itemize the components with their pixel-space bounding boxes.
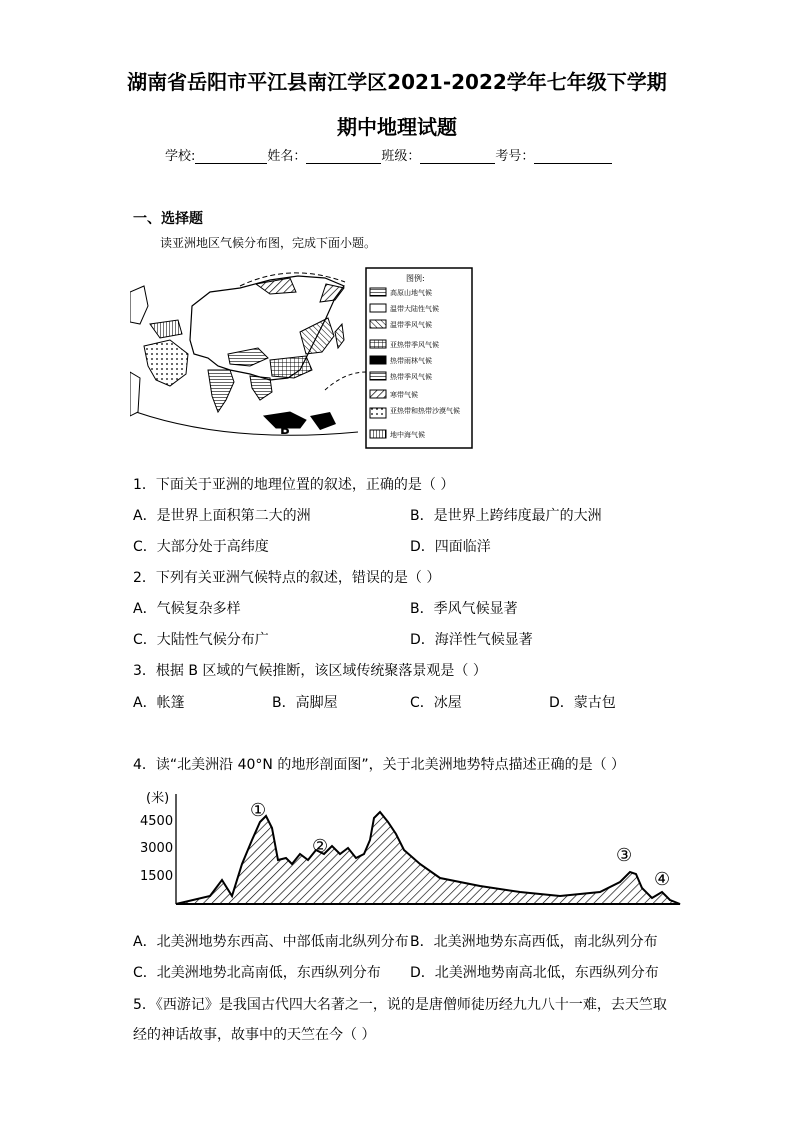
region-b-label: B bbox=[280, 423, 290, 438]
y-tick-3000: 3000 bbox=[140, 841, 174, 856]
legend-item-tropical-rainforest: 热带雨林气候 bbox=[390, 357, 432, 365]
q3-option-c[interactable]: C．冰屋 bbox=[410, 695, 462, 711]
legend-item-highland: 高原山地气候 bbox=[390, 289, 432, 297]
question-3: 3．根据 B 区域的气候推断，该区域传统聚落景观是（ ） bbox=[133, 663, 487, 679]
legend-item-temperate-monsoon: 温带季风气候 bbox=[390, 321, 432, 329]
legend-item-polar: 寒带气候 bbox=[390, 391, 418, 399]
legend-swatch-desert bbox=[370, 408, 386, 418]
marker-3: ③ bbox=[616, 845, 633, 866]
q1-option-a[interactable]: A．是世界上面积第二大的洲 bbox=[133, 508, 311, 524]
terrain-profile-area bbox=[176, 812, 680, 904]
legend-swatch-temperate-continental bbox=[370, 304, 386, 312]
q4-option-a[interactable]: A．北美洲地势东西高、中部低南北纵列分布 bbox=[133, 934, 409, 950]
legend-swatch-highland bbox=[370, 288, 386, 296]
q4-option-d[interactable]: D．北美洲地势南高北低，东西纵列分布 bbox=[410, 965, 659, 981]
marker-2: ② bbox=[312, 836, 329, 857]
legend-swatch-polar bbox=[370, 390, 386, 398]
legend-item-subtropical-monsoon: 亚热带季风气候 bbox=[390, 341, 439, 349]
section-title: 一、选择题 bbox=[133, 211, 203, 227]
q3-option-b[interactable]: B．高脚屋 bbox=[272, 695, 338, 711]
class-field[interactable]: 班级： bbox=[381, 145, 495, 164]
school-field[interactable]: 学校: bbox=[165, 145, 267, 164]
q2-option-a[interactable]: A．气候复杂多样 bbox=[133, 601, 241, 617]
student-info-fields bbox=[165, 145, 612, 164]
terrain-profile bbox=[140, 788, 685, 910]
marker-1: ① bbox=[250, 800, 267, 821]
exam-number-field[interactable]: 考号： bbox=[495, 145, 612, 164]
arabia-desert bbox=[144, 340, 188, 386]
question-5-line-2: 经的神话故事，故事中的天竺在今（ ） bbox=[133, 1027, 376, 1043]
india bbox=[208, 370, 234, 412]
class-blank[interactable] bbox=[420, 149, 495, 164]
q1-option-c[interactable]: C．大部分处于高纬度 bbox=[133, 539, 269, 555]
exam-number-blank[interactable] bbox=[534, 149, 612, 164]
question-2: 2．下列有关亚洲气候特点的叙述，错误的是（ ） bbox=[133, 570, 441, 586]
q2-option-c[interactable]: C．大陆性气候分布广 bbox=[133, 632, 269, 648]
q4-option-c[interactable]: C．北美洲地势北高南低，东西纵列分布 bbox=[133, 965, 381, 981]
marker-4: ④ bbox=[654, 869, 671, 890]
name-field[interactable]: 姓名： bbox=[267, 145, 381, 164]
page-subtitle: 期中地理试题 bbox=[337, 115, 457, 139]
legend-swatch-mediterranean bbox=[370, 430, 386, 438]
profile-unit: (米) bbox=[146, 791, 170, 806]
q1-option-b[interactable]: B．是世界上跨纬度最广的大洲 bbox=[410, 508, 602, 524]
legend-swatch-subtropical-monsoon bbox=[370, 340, 386, 348]
q2-option-b[interactable]: B．季风气候显著 bbox=[410, 601, 518, 617]
q3-option-a[interactable]: A．帐篷 bbox=[133, 695, 185, 711]
legend-item-tropical-monsoon: 热带季风气候 bbox=[390, 373, 432, 381]
section-intro: 读亚洲地区气候分布图，完成下面小题。 bbox=[160, 236, 377, 250]
legend-swatch-tropical-monsoon bbox=[370, 372, 386, 380]
y-tick-1500: 1500 bbox=[140, 869, 174, 884]
school-blank[interactable] bbox=[195, 149, 267, 164]
q1-option-d[interactable]: D．四面临洋 bbox=[410, 539, 491, 555]
question-4: 4．读“北美洲沿 40°N 的地形剖面图”，关于北美洲地势特点描述正确的是（ ） bbox=[133, 757, 626, 773]
q2-option-d[interactable]: D．海洋性气候显著 bbox=[410, 632, 533, 648]
name-blank[interactable] bbox=[306, 149, 381, 164]
legend-swatch-temperate-monsoon bbox=[370, 320, 386, 328]
question-1: 1．下面关于亚洲的地理位置的叙述，正确的是（ ） bbox=[133, 477, 455, 493]
q4-option-b[interactable]: B．北美洲地势东高西低，南北纵列分布 bbox=[410, 934, 658, 950]
legend-item-desert: 亚热带和热带沙漠气候 bbox=[390, 407, 460, 415]
page-title: 湖南省岳阳市平江县南江学区2021-2022学年七年级下学期 bbox=[127, 70, 667, 94]
q3-option-d[interactable]: D．蒙古包 bbox=[549, 695, 616, 711]
question-5-line-1: 5．《西游记》是我国古代四大名著之一，说的是唐僧师徒历经九九八十一难，去天竺取 bbox=[133, 997, 667, 1013]
legend-item-temperate-continental: 温带大陆性气候 bbox=[390, 305, 439, 313]
legend-swatch-tropical-rainforest bbox=[370, 356, 386, 364]
legend-title: 图例: bbox=[406, 274, 425, 283]
legend-item-mediterranean: 地中海气候 bbox=[390, 431, 425, 439]
asia-climate-map bbox=[130, 262, 480, 454]
y-tick-4500: 4500 bbox=[140, 814, 174, 829]
